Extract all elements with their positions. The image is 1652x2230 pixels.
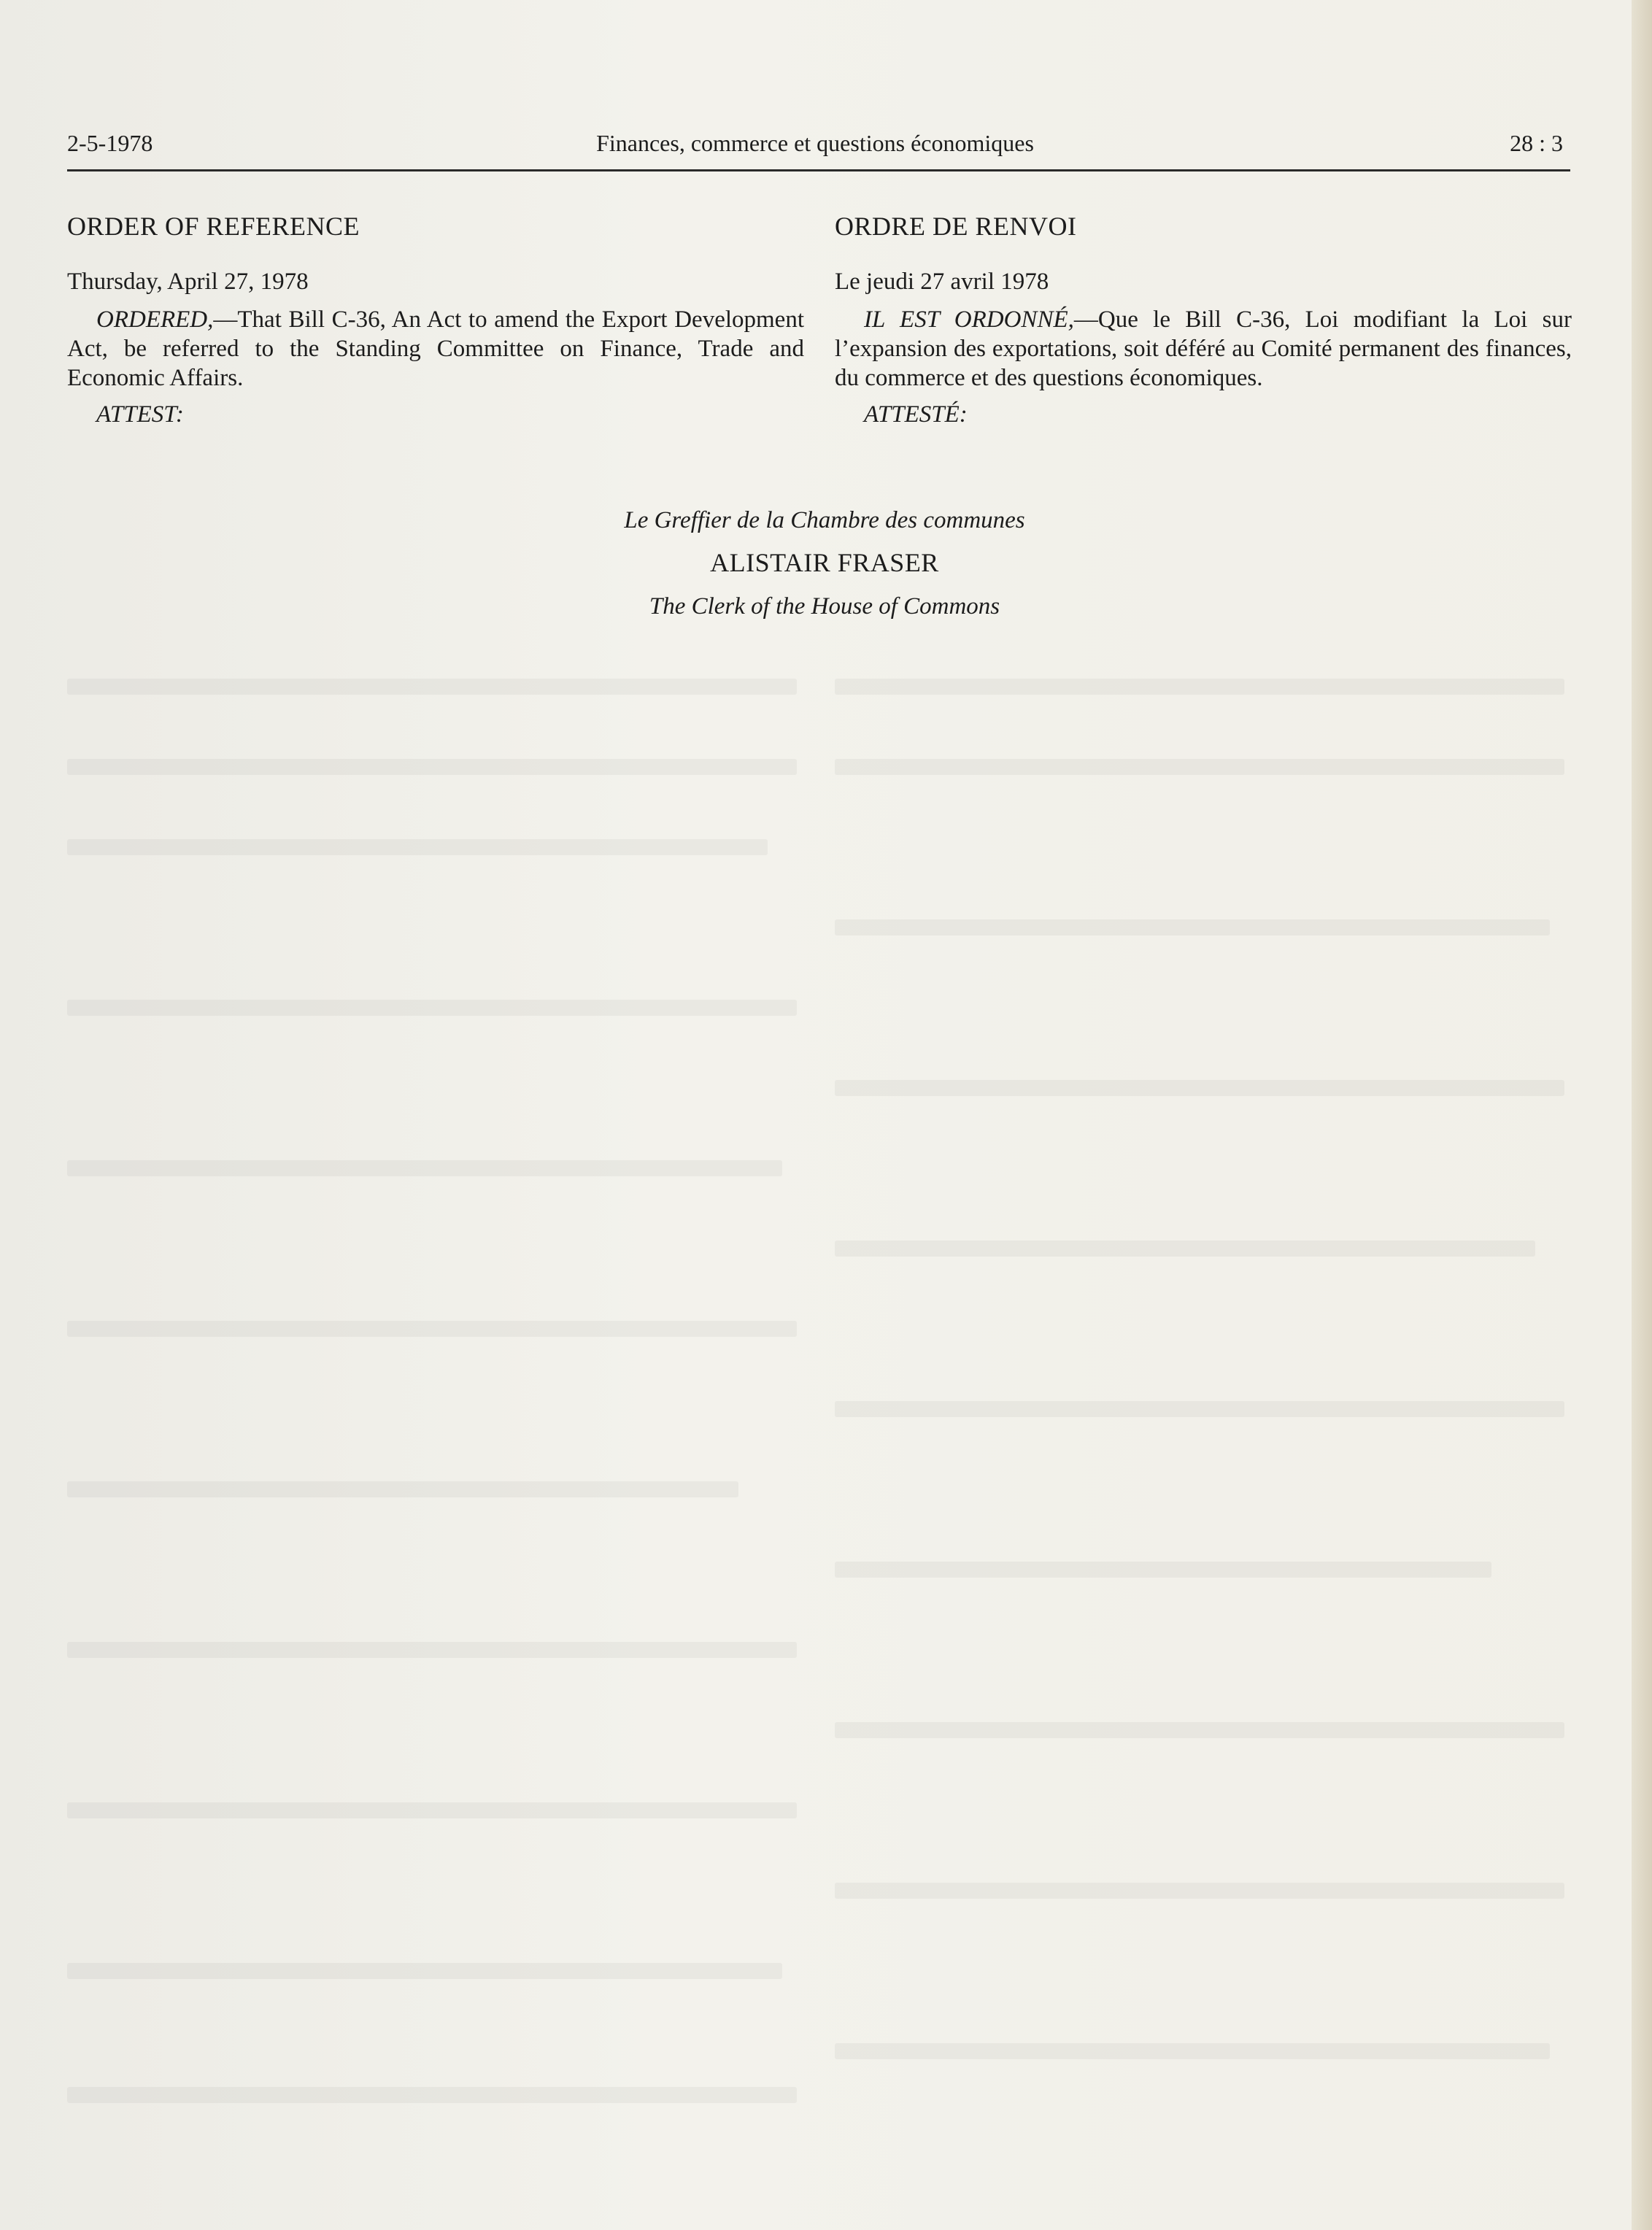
ordre-de-renvoi-heading: ORDRE DE RENVOI: [835, 212, 1077, 241]
english-order: [67, 305, 804, 393]
english-order-lead: ORDERED,: [96, 306, 214, 333]
french-order-text: —Que le Bill C-36, Loi modifiant la Loi sur l’expansion des exportations, soit déféré au Comité permanent des finances, du commerce et des questions économiques.: [835, 306, 1572, 391]
french-attest: ATTESTÉ:: [864, 401, 968, 428]
header-title: Finances, commerce et questions économiques: [596, 130, 1034, 156]
english-order-text: —That Bill C-36, An Act to amend the Export Development Act, be referred to the Standing Committee on Finance, Trade and Economic Affairs.: [67, 306, 804, 391]
page-number: 28 : 3: [1510, 130, 1563, 156]
french-date: Le jeudi 27 avril 1978: [835, 269, 1049, 295]
signature-clerk: The Clerk of the House of Commons: [649, 593, 1000, 620]
page-binding-edge: [1632, 0, 1652, 2230]
signature-name: ALISTAIR FRASER: [710, 548, 939, 577]
signature-greffier: Le Greffier de la Chambre des communes: [624, 507, 1025, 533]
english-date: Thursday, April 27, 1978: [67, 269, 309, 295]
french-order-lead: IL EST ORDONNÉ,: [864, 306, 1074, 333]
french-order: [835, 305, 1572, 393]
french-column: [835, 212, 1572, 429]
running-header: [67, 130, 1563, 168]
header-date: 2-5-1978: [67, 130, 153, 156]
header-rule: [67, 169, 1570, 171]
english-column: [67, 212, 804, 429]
order-of-reference-heading: ORDER OF REFERENCE: [67, 212, 360, 241]
english-attest: ATTEST:: [96, 401, 184, 428]
